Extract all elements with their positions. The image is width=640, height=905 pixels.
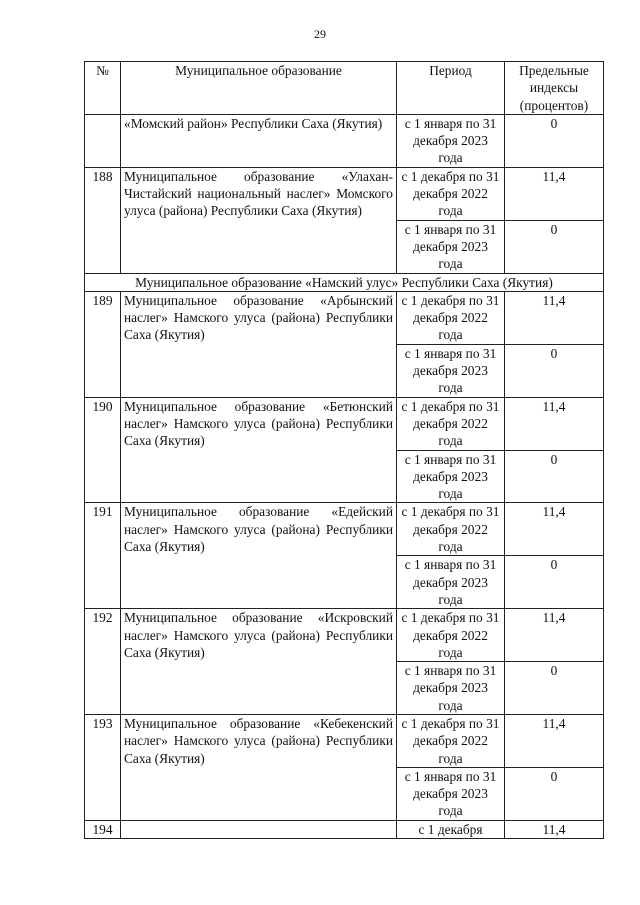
row-number: 191 bbox=[85, 503, 121, 609]
header-period: Период bbox=[397, 62, 505, 115]
index-cell: 11,4 bbox=[505, 714, 604, 767]
table-row bbox=[85, 714, 604, 767]
municipality-name: Муниципальное образование «Едейский наслег» Намского улуса (района) Республики Саха (Якутия) bbox=[121, 503, 397, 609]
table-row bbox=[85, 820, 604, 838]
page-number: 29 bbox=[314, 27, 326, 41]
index-cell: 0 bbox=[505, 662, 604, 715]
period-cell: с 1 января по 31 декабря 2023 года bbox=[397, 556, 505, 609]
row-number: 190 bbox=[85, 397, 121, 503]
index-cell: 0 bbox=[505, 556, 604, 609]
header-number: № bbox=[85, 62, 121, 115]
row-number bbox=[85, 114, 121, 167]
row-number: 193 bbox=[85, 714, 121, 820]
tariff-index-table bbox=[84, 61, 604, 839]
municipality-name: Муниципальное образование «Искровский наслег» Намского улуса (района) Республики Саха (Якутия) bbox=[121, 609, 397, 715]
header-index: Предельные индексы (процентов) bbox=[505, 62, 604, 115]
row-number: 189 bbox=[85, 291, 121, 397]
index-cell: 11,4 bbox=[505, 820, 604, 838]
table-row bbox=[85, 609, 604, 662]
index-cell: 11,4 bbox=[505, 503, 604, 556]
period-cell: с 1 декабря по 31 декабря 2022 года bbox=[397, 503, 505, 556]
municipality-name: «Момский район» Республики Саха (Якутия) bbox=[121, 114, 397, 167]
period-cell: с 1 декабря по 31 декабря 2022 года bbox=[397, 397, 505, 450]
index-cell: 11,4 bbox=[505, 167, 604, 220]
table-row bbox=[85, 167, 604, 220]
period-cell: с 1 декабря по 31 декабря 2022 года bbox=[397, 291, 505, 344]
row-number: 192 bbox=[85, 609, 121, 715]
period-cell: с 1 декабря по 31 декабря 2022 года bbox=[397, 167, 505, 220]
period-cell: с 1 декабря по 31 декабря 2022 года bbox=[397, 714, 505, 767]
index-cell: 0 bbox=[505, 344, 604, 397]
municipality-name: Муниципальное образование «Кебекенский наслег» Намского улуса (района) Республики Саха (Якутия) bbox=[121, 714, 397, 820]
table-row bbox=[85, 503, 604, 556]
municipality-name bbox=[121, 820, 397, 838]
table-row bbox=[85, 291, 604, 344]
index-cell: 0 bbox=[505, 220, 604, 273]
period-cell: с 1 января по 31 декабря 2023 года bbox=[397, 220, 505, 273]
period-cell: с 1 декабря по 31 декабря 2022 года bbox=[397, 609, 505, 662]
municipality-name: Муниципальное образование «Арбынский наслег» Намского улуса (района) Республики Саха (Якутия) bbox=[121, 291, 397, 397]
table-header-row bbox=[85, 62, 604, 115]
municipality-name: Муниципальное образование «Улахан-Чистайский национальный наслег» Момского улуса (района) Республики Саха (Якутия) bbox=[121, 167, 397, 273]
index-cell: 11,4 bbox=[505, 609, 604, 662]
period-cell: с 1 января по 31 декабря 2023 года bbox=[397, 114, 505, 167]
period-cell: с 1 января по 31 декабря 2023 года bbox=[397, 767, 505, 820]
period-cell: с 1 января по 31 декабря 2023 года bbox=[397, 344, 505, 397]
period-cell: с 1 декабря bbox=[397, 820, 505, 838]
row-number: 194 bbox=[85, 820, 121, 838]
row-number: 188 bbox=[85, 167, 121, 273]
index-cell: 11,4 bbox=[505, 291, 604, 344]
municipality-name: Муниципальное образование «Бетюнский наслег» Намского улуса (района) Республики Саха (Якутия) bbox=[121, 397, 397, 503]
period-cell: с 1 января по 31 декабря 2023 года bbox=[397, 662, 505, 715]
index-cell: 0 bbox=[505, 767, 604, 820]
index-cell: 11,4 bbox=[505, 397, 604, 450]
section-row bbox=[85, 273, 604, 291]
section-title: Муниципальное образование «Намский улус» Республики Саха (Якутия) bbox=[85, 273, 604, 291]
table-row bbox=[85, 114, 604, 167]
table-row bbox=[85, 397, 604, 450]
index-cell: 0 bbox=[505, 114, 604, 167]
header-municipality: Муниципальное образование bbox=[121, 62, 397, 115]
period-cell: с 1 января по 31 декабря 2023 года bbox=[397, 450, 505, 503]
index-cell: 0 bbox=[505, 450, 604, 503]
